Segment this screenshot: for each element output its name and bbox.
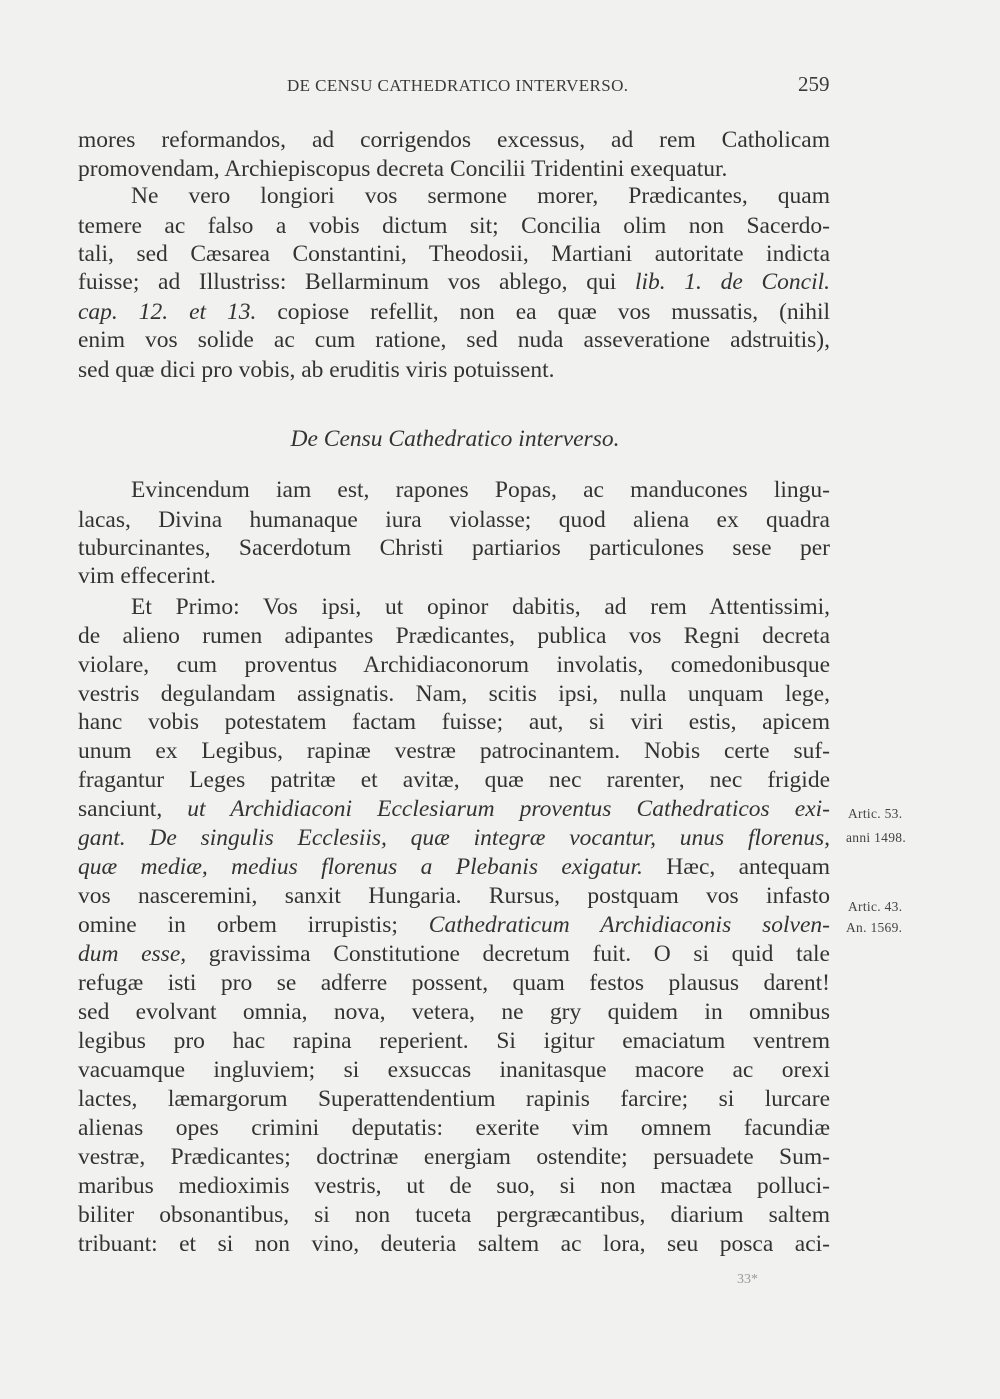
text-line: lacas, Divina humanaque iura violasse; quod aliena ex quadra <box>78 507 830 533</box>
text-run: fuisse; ad Illustriss: Bellarminum vos ablego, qui <box>78 269 617 295</box>
margin-note: anni 1498. <box>846 830 906 845</box>
section-heading: De Censu Cathedratico interverso. <box>290 426 620 452</box>
text-run: sanciunt, <box>78 796 188 822</box>
text-line: vim effecerint. <box>78 563 216 589</box>
text-line <box>78 940 830 969</box>
text-line <box>78 795 830 824</box>
text-line: mores reformandos, ad corrigendos excessus, ad rem Catholicam <box>78 127 830 153</box>
text-line: sed evolvant omnia, nova, vetera, ne gry quidem in omnibus <box>78 999 830 1025</box>
text-run: Hæc, antequam <box>642 854 830 880</box>
text-line: promovendam, Archiepiscopus decreta Concilii Tridentini exequatur. <box>78 156 728 182</box>
text-line: violare, cum proventus Archidiaconorum involatis, comedonibusque <box>78 652 830 678</box>
text-line <box>78 268 830 297</box>
text-line: legibus pro hac rapina reperient. Si igitur emaciatum ventrem <box>78 1028 830 1054</box>
header-title: DE CENSU CATHEDRATICO INTERVERSO. <box>287 76 629 95</box>
text-line: Et Primo: Vos ipsi, ut opinor dabitis, ad rem Attentissimi, <box>131 594 830 620</box>
printer-signature: 33* <box>737 1272 758 1287</box>
text-line: hanc vobis potestatem factam fuisse; aut, si viri estis, apicem <box>78 709 830 735</box>
text-line: maribus medioximis vestris, ut de suo, si non mactæa polluci- <box>78 1173 830 1199</box>
text-line: de alieno rumen adipantes Prædicantes, publica vos Regni decreta <box>78 623 830 649</box>
text-line: fragantur Leges patritæ et avitæ, quæ nec rarenter, nec frigide <box>78 767 830 793</box>
quotation-italic: ut Archidiaconi Ecclesiarum proventus Cathedraticos exi- <box>187 796 830 822</box>
text-line: alienas opes crimini deputatis: exerite vim omnem facundiæ <box>78 1115 830 1141</box>
text-line: unum ex Legibus, rapinæ vestræ patrocinantem. Nobis certe suf- <box>78 738 830 764</box>
text-line: lactes, læmargorum Superattendentium rapinis farcire; si lurcare <box>78 1086 830 1112</box>
text-line: vestræ, Prædicantes; doctrinæ energiam ostendite; persuadete Sum- <box>78 1144 830 1170</box>
citation-italic: cap. 12. et 13. <box>78 299 257 325</box>
text-line: vestris degulandam assignatis. Nam, scitis ipsi, nulla unquam lege, <box>78 681 830 707</box>
citation-italic: lib. 1. de Concil. <box>634 269 831 295</box>
margin-note: Artic. 53. <box>848 806 903 821</box>
text-line: vacuamque ingluviem; si exsuccas inanitasque macore ac orexi <box>78 1057 830 1083</box>
quotation-italic: gant. De singulis Ecclesiis, quæ integræ vocantur, unus florenus, <box>78 825 830 851</box>
text-line: tribuant: et si non vino, deuteria saltem ac lora, seu posca aci- <box>78 1231 830 1257</box>
text-line: refugæ isti pro se adferre possent, quam festos plausus darent! <box>78 970 830 996</box>
text-line <box>78 911 830 940</box>
text-line: Evincendum iam est, rapones Popas, ac manducones lingu- <box>131 477 830 503</box>
text-run: gravissima Constitutione decretum fuit. O si quid tale <box>186 941 830 967</box>
text-line <box>78 824 830 853</box>
text-line <box>78 853 830 882</box>
text-line <box>78 298 830 327</box>
page-number: 259 <box>798 72 830 96</box>
text-line: tuburcinantes, Sacerdotum Christi partiarios particulones sese per <box>78 535 830 561</box>
text-line: vos nasceremini, sanxit Hungaria. Rursus, postquam vos infasto <box>78 883 830 909</box>
text-line: Ne vero longiori vos sermone morer, Prædicantes, quam <box>131 183 830 209</box>
quotation-italic: dum esse, <box>78 941 187 967</box>
text-line: biliter obsonantibus, si non tuceta pergræcantibus, diarium saltem <box>78 1202 830 1228</box>
text-line: tali, sed Cæsarea Constantini, Theodosii, Martiani autoritate indicta <box>78 241 830 267</box>
quotation-italic: Cathedraticum Archidiaconis solven- <box>428 912 830 938</box>
text-run: omine in orbem irrupistis; <box>78 912 429 938</box>
text-run: copiose refellit, non ea quæ vos mussatis, (nihil <box>256 299 830 325</box>
text-line: temere ac falso a vobis dictum sit; Concilia olim non Sacerdo- <box>78 213 830 239</box>
quotation-italic: quæ mediæ, medius florenus a Plebanis exigatur. <box>78 854 643 880</box>
text-line: enim vos solide ac cum ratione, sed nuda asseveratione adstruitis), <box>78 327 830 353</box>
margin-note: Artic. 43. <box>848 899 903 914</box>
text-line: sed quæ dici pro vobis, ab eruditis viris potuissent. <box>78 357 555 383</box>
margin-note: An. 1569. <box>846 920 903 935</box>
